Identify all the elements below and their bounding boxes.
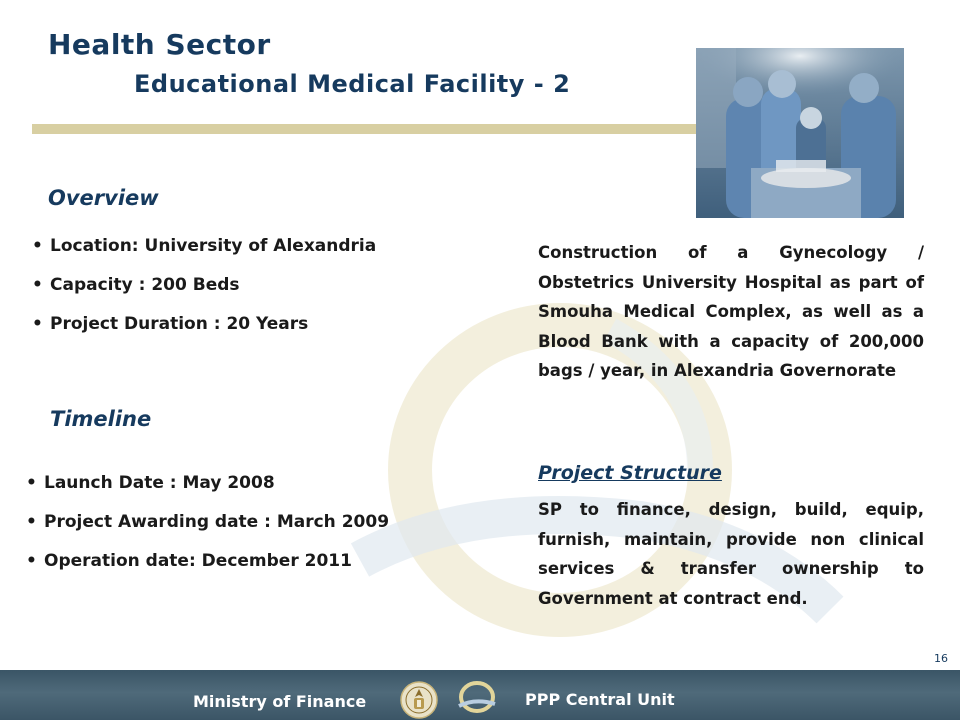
overview-item-location: • Location: University of Alexandria <box>32 234 376 273</box>
title-divider <box>32 124 752 134</box>
timeline-heading: Timeline <box>50 407 152 431</box>
overview-item-capacity: • Capacity : 200 Beds <box>32 273 376 312</box>
footer-ministry-label: Ministry of Finance <box>193 692 367 711</box>
project-structure-heading: Project Structure <box>538 462 722 484</box>
timeline-item-awarding: • Project Awarding date : March 2009 <box>26 510 389 549</box>
page-subtitle: Educational Medical Facility - 2 <box>134 70 571 98</box>
timeline-item-operation: • Operation date: December 2011 <box>26 549 389 588</box>
footer-bar <box>0 670 960 720</box>
surgeons-photo <box>696 48 904 218</box>
overview-heading: Overview <box>48 186 159 210</box>
project-structure-text: SP to finance, design, build, equip, furnish, maintain, provide non clinical services & transfer ownership to Government at contract end. <box>538 500 924 608</box>
ppp-logo-icon <box>455 678 499 716</box>
page-title: Health Sector <box>48 28 271 61</box>
ministry-seal-icon <box>400 681 438 719</box>
footer-ppp-unit-label: PPP Central Unit <box>525 690 675 709</box>
project-description: Construction of a Gynecology / Obstetrics University Hospital as part of Smouha Medical Complex, as well as a Blood Bank with a capacity of 200,000 bags / year, in Alexandria Governorate <box>538 243 924 380</box>
overview-item-duration: • Project Duration : 20 Years <box>32 312 376 351</box>
timeline-list <box>26 471 389 588</box>
timeline-item-launch: • Launch Date : May 2008 <box>26 471 389 510</box>
page-number: 16 <box>934 652 948 665</box>
overview-list <box>32 234 376 351</box>
